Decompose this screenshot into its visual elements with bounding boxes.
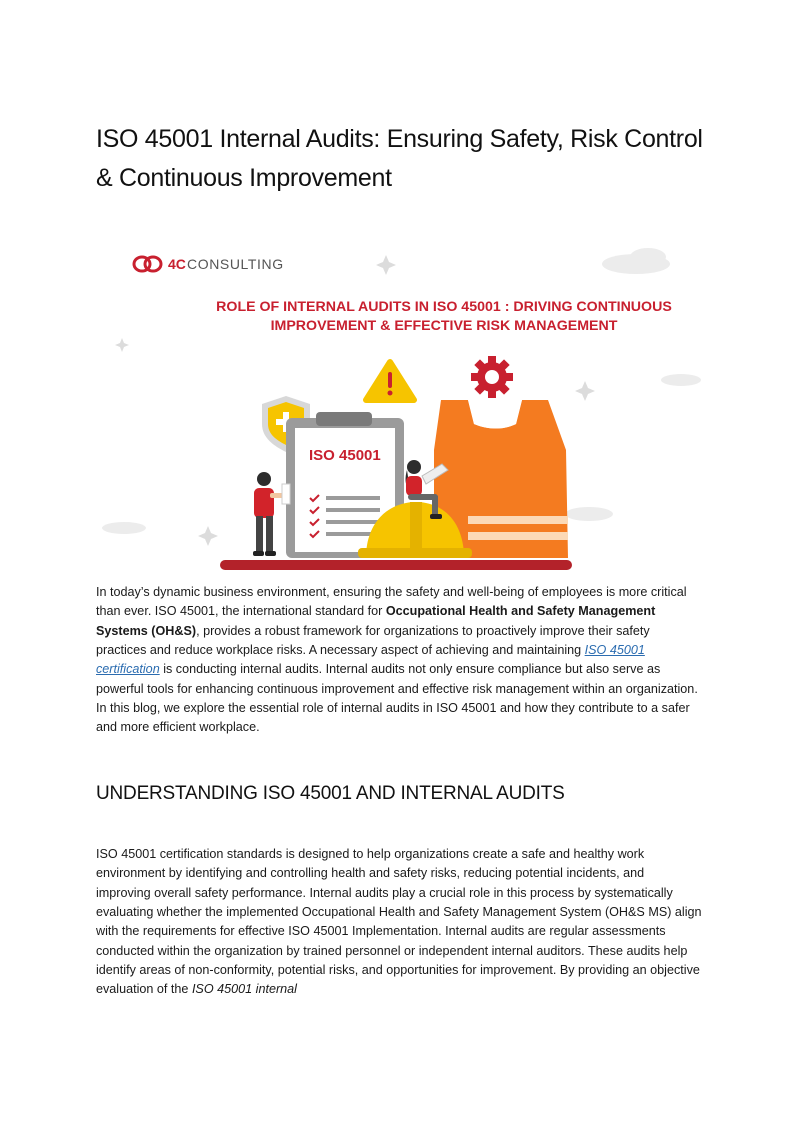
logo-bold-text: 4C (168, 256, 186, 272)
intro-bold-term: Occupational Health and Safety Management Systems (OH&S) (96, 604, 656, 638)
ground-bar (220, 560, 572, 570)
4c-consulting-logo (134, 256, 284, 272)
banner-heading-line1: ROLE OF INTERNAL AUDITS IN ISO 45001 : DRIVING CONTINUOUS (216, 299, 672, 315)
intro-text-3: is conducting internal audits. Internal audits not only ensure compliance but also serve as powerful tools for enhancing continuous improvement and effective risk management within an organization. In this blog, we explore the essential role of internal audits in ISO 45001 and how they contribute to a safer and more efficient workplace. (96, 662, 698, 735)
man-figure (253, 472, 290, 556)
understanding-italic-text: ISO 45001 internal (191, 982, 297, 997)
intro-text-1: In today’s dynamic business environment, ensuring the safety and well-being of employees is more critical than ever. ISO 45001, the international standard for (96, 585, 687, 619)
intro-paragraph (96, 583, 702, 738)
logo-text: CONSULTING (187, 256, 284, 272)
banner-heading-line2: IMPROVEMENT & EFFECTIVE RISK MANAGEMENT (270, 318, 618, 334)
warning-icon (366, 362, 414, 400)
iso-45001-certification-link[interactable]: ISO 45001 certification (96, 643, 645, 677)
understanding-text: ISO 45001 certification standards is designed to help organizations create a safe and healthy work environment by identifying and controlling health and safety risks, reducing potential incidents, and improving overall safety performance. Internal audits play a crucial role in this process by systematically evaluating whether the implemented Occupational Health and Safety Management System (OH&S MS) align with the requirements for effective ISO 45001 Implementation. Internal audits are regular assessments conducted within the organization by trained personnel or independent internal auditors. These audits help identify areas of non-conformity, potential risks, and opportunities for improvement. By providing an objective evaluation of the (96, 847, 702, 997)
intro-text-2: , provides a robust framework for organizations to proactively improve their safety practices and reduce workplace risks. A necessary aspect of achieving and maintaining (96, 623, 650, 658)
gear-icon (471, 356, 513, 398)
hero-banner-image (96, 238, 716, 576)
section-heading: UNDERSTANDING ISO 45001 AND INTERNAL AUDITS (96, 783, 565, 804)
page-title: ISO 45001 Internal Audits: Ensuring Safety, Risk Control & Continuous Improvement (96, 125, 703, 192)
understanding-paragraph (96, 845, 702, 1000)
clipboard-label: ISO 45001 (309, 447, 381, 464)
